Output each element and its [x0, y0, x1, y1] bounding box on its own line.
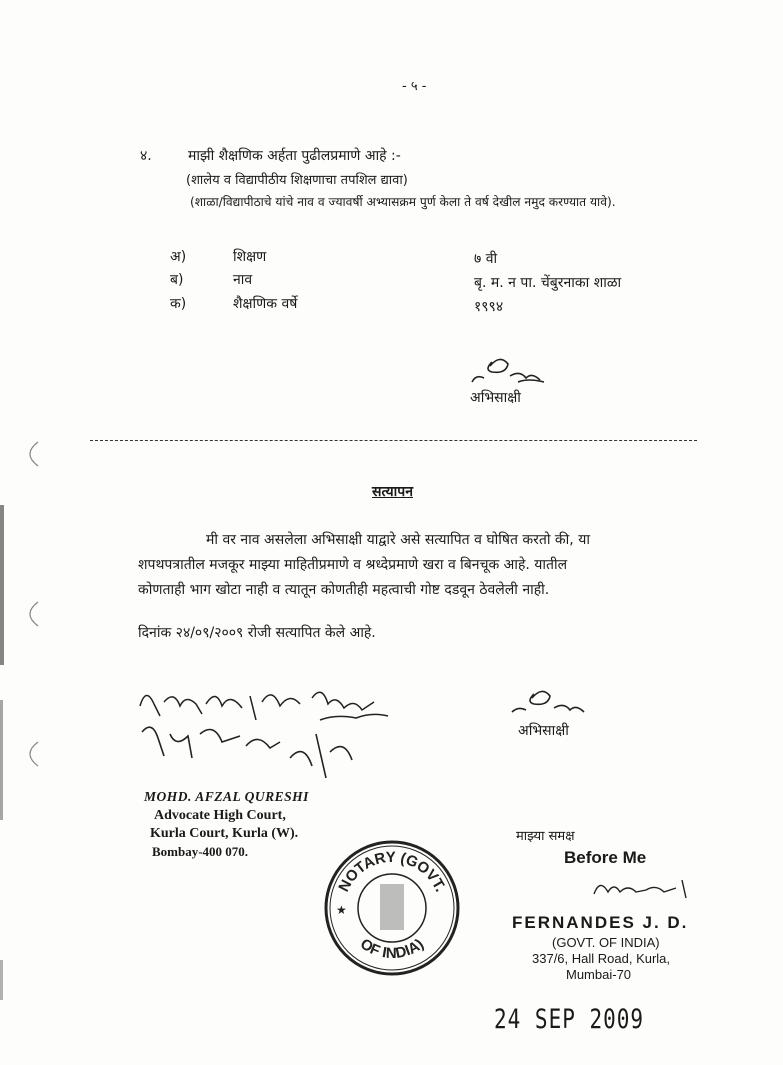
deponent-label: अभिसाक्षी [470, 390, 521, 406]
row-label: शैक्षणिक वर्षे [233, 296, 298, 312]
date-stamp: 24 SEP 2009 [494, 1004, 645, 1034]
item-note-1: (शालेय व विद्यापीठीय शिक्षणाचा तपशिल द्यावा) [186, 173, 408, 188]
notary-line: Mumbai-70 [566, 967, 632, 982]
scan-edge-mark [0, 960, 3, 1000]
advocate-line: Bombay-400 070. [152, 844, 249, 859]
item-note-2: (शाळा/विद्यापीठाचे यांचे नाव व ज्यावर्षी अभ्यासक्रम पुर्ण केला ते वर्ष देखील नमुद करण्यात यावे). [190, 195, 616, 209]
advocate-line: Advocate High Court, [154, 808, 286, 823]
notary-line: 337/6, Hall Road, Kurla, [532, 951, 671, 966]
row-label: शिक्षण [233, 249, 267, 265]
row-marker: ब) [170, 272, 184, 288]
identified-by-handwriting [130, 676, 400, 786]
deponent-label: अभिसाक्षी [518, 723, 569, 739]
row-marker: क) [170, 296, 187, 312]
item-heading: माझी शैक्षणिक अर्हता पुढीलप्रमाणे आहे :- [188, 148, 401, 164]
hole-punch-mark [18, 440, 42, 470]
page-number: - ५ - [402, 79, 427, 94]
deponent-signature [504, 682, 594, 722]
svg-text:NOTARY (GOVT.: NOTARY (GOVT. [335, 848, 449, 895]
row-value: १९९४ [474, 299, 504, 315]
verification-line: शपथपत्रातील मजकूर माझ्या माहितीप्रमाणे व श्रध्देप्रमाणे खरा व बिनचूक आहे. यातील [138, 557, 568, 573]
row-marker: अ) [170, 249, 187, 265]
item-number: ४. [140, 148, 152, 164]
verification-line: मी वर नाव असलेला अभिसाक्षी याद्वारे असे सत्यापित व घोषित करतो की, या [206, 532, 590, 548]
scan-edge-mark [0, 505, 4, 665]
advocate-line: Kurla Court, Kurla (W). [150, 826, 299, 841]
hole-punch-mark [18, 740, 42, 770]
section-divider [90, 440, 697, 441]
verification-title: सत्यापन [372, 484, 413, 500]
hole-punch-mark [18, 600, 42, 630]
notary-name: FERNANDES J. D. [512, 913, 689, 932]
svg-text:★: ★ [336, 903, 347, 917]
verification-date: दिनांक २४/०९/२००९ रोजी सत्यापित केले आहे. [138, 625, 376, 641]
row-value: बृ. म. न पा. चेंबुरनाका शाळा [474, 275, 622, 291]
scan-edge-mark [0, 700, 3, 820]
advocate-name: MOHD. AFZAL QURESHI [144, 789, 309, 804]
notary-signature [590, 872, 700, 902]
before-me-marathi: माझ्या समक्ष [516, 829, 575, 844]
notary-seal [322, 838, 462, 978]
notary-line: (GOVT. OF INDIA) [552, 935, 660, 950]
deponent-signature [462, 352, 552, 392]
verification-line: कोणताही भाग खोटा नाही व त्यातून कोणतीही महत्वाची गोष्ट दडवून ठेवलेली नाही. [138, 582, 550, 598]
row-value: ७ वी [474, 251, 498, 267]
row-label: नाव [233, 272, 253, 288]
before-me-label: Before Me [564, 848, 647, 867]
svg-text:OF INDIA): OF INDIA) [356, 935, 428, 963]
